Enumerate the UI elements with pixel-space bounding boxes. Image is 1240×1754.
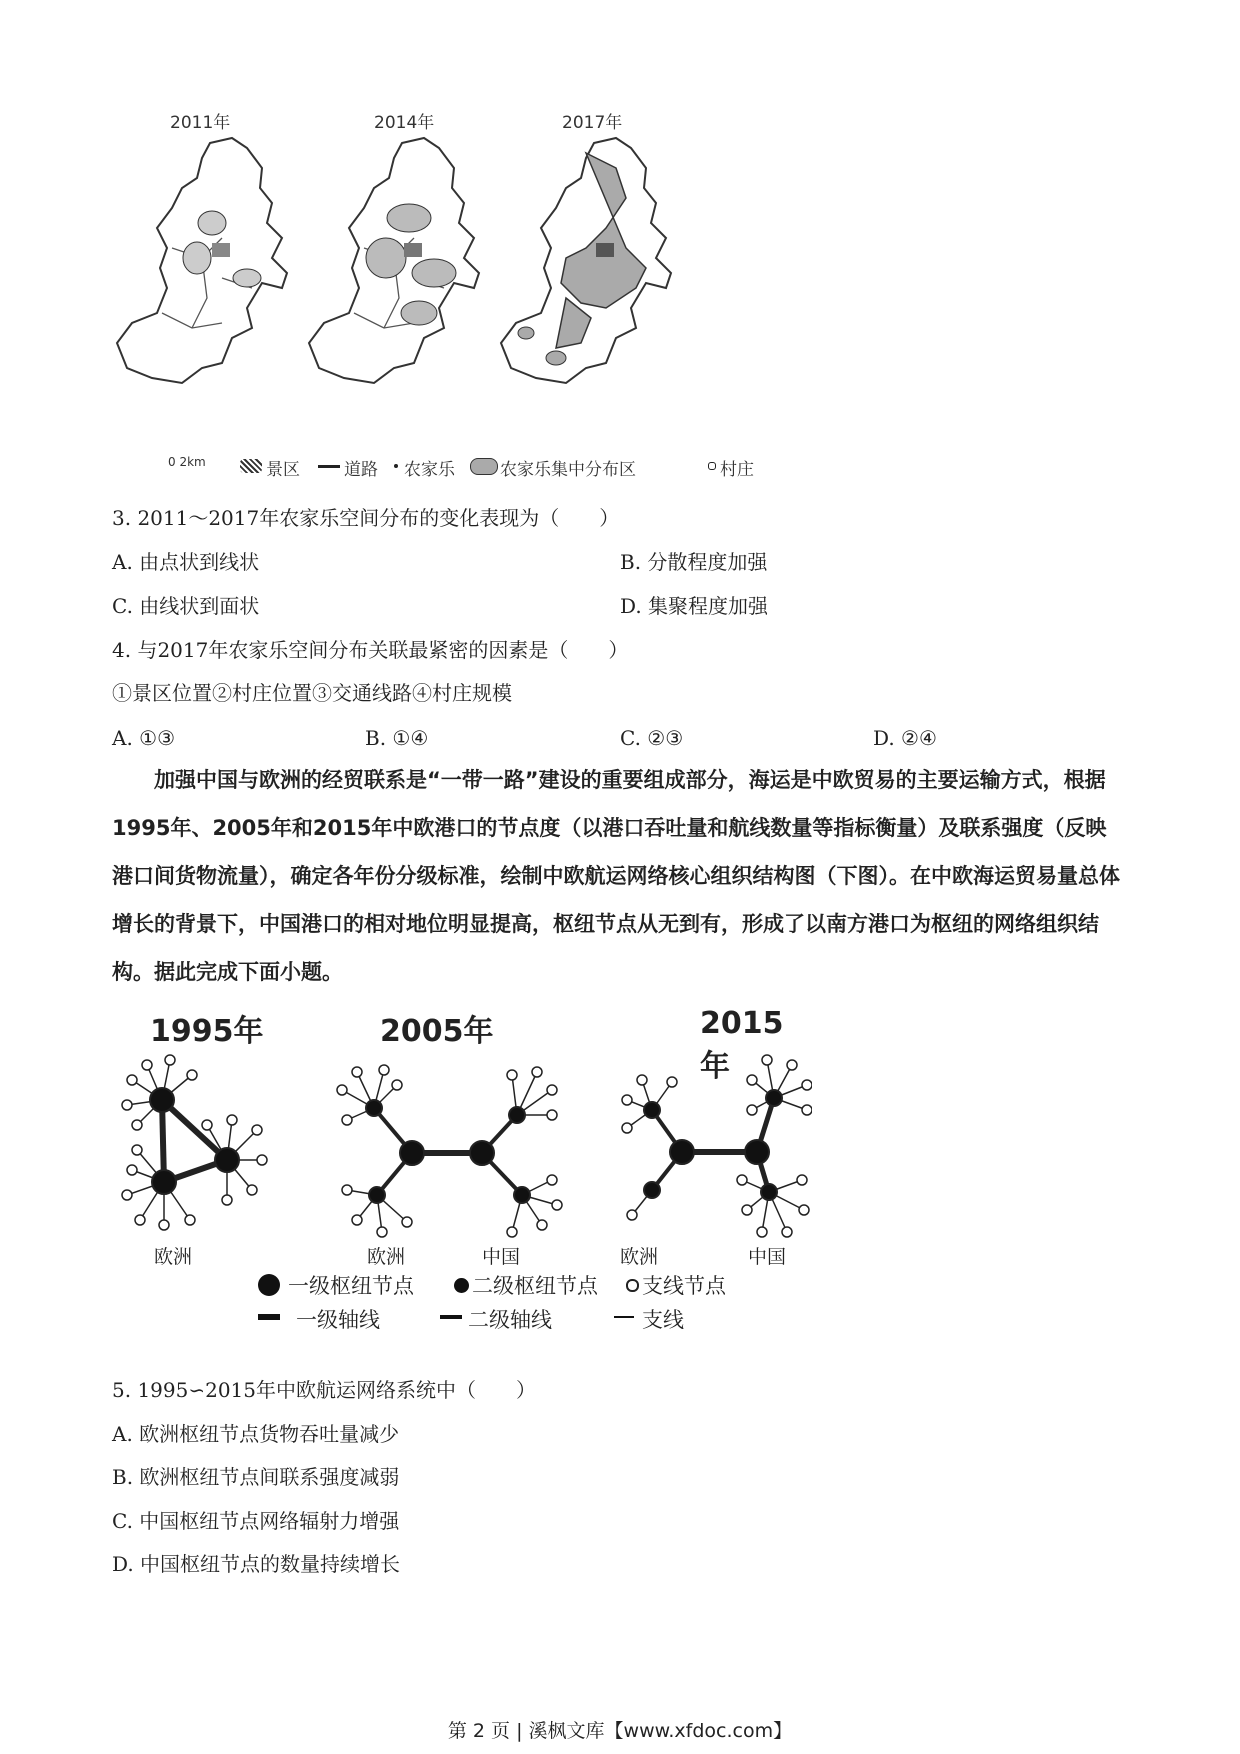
map-year-2014: 2014年: [374, 113, 435, 133]
passage-text: 加强中国与欧洲的经贸联系是“一带一路”建设的重要组成部分，海运是中欧贸易的主要运输方式，根据1995年、2005年和2015年中欧港口的节点度（以港口吞吐量和航线数量等指标衡量）及联系强度（反映港口间货物流量），确定各年份分级标准，绘制中欧航运网络核心组织结构图（下图）。在中欧海运贸易量总体增长的背景下，中国港口的相对地位明显提高，枢纽节点从无到有，形成了以南方港口为枢纽的网络组织结构。据此完成下面小题。: [112, 768, 1120, 984]
legend-primary-node-label: 一级枢纽节点: [288, 1274, 414, 1298]
legend-secondary-axis-label: 二级轴线: [468, 1308, 552, 1332]
legend-primary-axis-icon: [258, 1314, 280, 1320]
legend-village-icon: [708, 462, 716, 470]
map-year-2011: 2011年: [170, 113, 231, 133]
question-3-stem: 3. 2011～2017年农家乐空间分布的变化表现为（ ）: [112, 506, 620, 530]
legend-branch-line-icon: [614, 1316, 634, 1318]
question-4-option-c[interactable]: C. ②③: [620, 726, 684, 750]
question-4-stem: 4. 与2017年农家乐空间分布关联最紧密的因素是（ ）: [112, 638, 629, 662]
legend-branch-node-icon: [626, 1279, 639, 1292]
legend-secondary-axis-icon: [440, 1315, 462, 1319]
question-4-option-b[interactable]: B. ①④: [365, 726, 429, 750]
legend-scale: 0 2km: [168, 455, 206, 469]
network-year-1995: 1995年: [150, 1014, 264, 1049]
map-figure: [112, 108, 802, 488]
label-china-2005: 中国: [482, 1246, 521, 1268]
question-5-stem: 5. 1995∽2015年中欧航运网络系统中（ ）: [112, 1378, 536, 1402]
map-legend: [168, 455, 808, 481]
question-5-option-d[interactable]: D. 中国枢纽节点的数量持续增长: [112, 1552, 401, 1576]
question-4-option-a[interactable]: A. ①③: [112, 726, 176, 750]
label-europe-2005: 欧洲: [367, 1246, 406, 1268]
network-1995: [122, 1055, 267, 1230]
network-2005: [337, 1065, 562, 1237]
legend-cluster-label: 农家乐集中分布区: [500, 460, 636, 480]
network-year-2015: 2015年: [700, 1006, 784, 1084]
map-year-2017: 2017年: [562, 113, 623, 133]
label-europe-2015: 欧洲: [620, 1246, 659, 1268]
map-2011: [117, 138, 287, 383]
label-europe-1995: 欧洲: [154, 1246, 193, 1268]
legend-farmhouse-icon: [394, 464, 398, 468]
legend-scenic-label: 景区: [266, 460, 300, 480]
legend-road-label: 道路: [344, 460, 378, 480]
question-5-option-c[interactable]: C. 中国枢纽节点网络辐射力增强: [112, 1509, 400, 1533]
legend-primary-axis-label: 一级轴线: [296, 1308, 380, 1332]
legend-cluster-icon: [470, 458, 498, 475]
legend-road-icon: [318, 465, 340, 468]
legend-secondary-node-icon: [454, 1278, 469, 1293]
map-2017: [501, 138, 671, 383]
legend-scenic-icon: [240, 459, 262, 473]
question-3-option-b[interactable]: B. 分散程度加强: [620, 550, 768, 574]
question-5-option-b[interactable]: B. 欧洲枢纽节点间联系强度减弱: [112, 1465, 400, 1489]
legend-secondary-node-label: 二级枢纽节点: [472, 1274, 598, 1298]
map-figure-svg: [112, 108, 802, 488]
legend-branch-line-label: 支线: [642, 1308, 684, 1332]
question-3-option-c[interactable]: C. 由线状到面状: [112, 594, 260, 618]
question-4-items: ①景区位置②村庄位置③交通线路④村庄规模: [112, 681, 512, 705]
network-year-2005: 2005年: [380, 1014, 494, 1049]
question-3-option-d[interactable]: D. 集聚程度加强: [620, 594, 769, 618]
legend-branch-node-label: 支线节点: [642, 1274, 726, 1298]
label-china-2015: 中国: [748, 1246, 787, 1268]
map-2014: [309, 138, 479, 383]
network-legend: [258, 1270, 798, 1340]
question-4-option-d[interactable]: D. ②④: [873, 726, 937, 750]
question-5-option-a[interactable]: A. 欧洲枢纽节点货物吞吐量减少: [112, 1422, 400, 1446]
question-3-option-a[interactable]: A. 由点状到线状: [112, 550, 260, 574]
legend-village-label: 村庄: [720, 460, 754, 480]
legend-primary-node-icon: [258, 1274, 280, 1296]
legend-farmhouse-label: 农家乐: [404, 460, 455, 480]
page-footer: 第 2 页 | 溪枫文库【www.xfdoc.com】: [447, 1720, 793, 1742]
